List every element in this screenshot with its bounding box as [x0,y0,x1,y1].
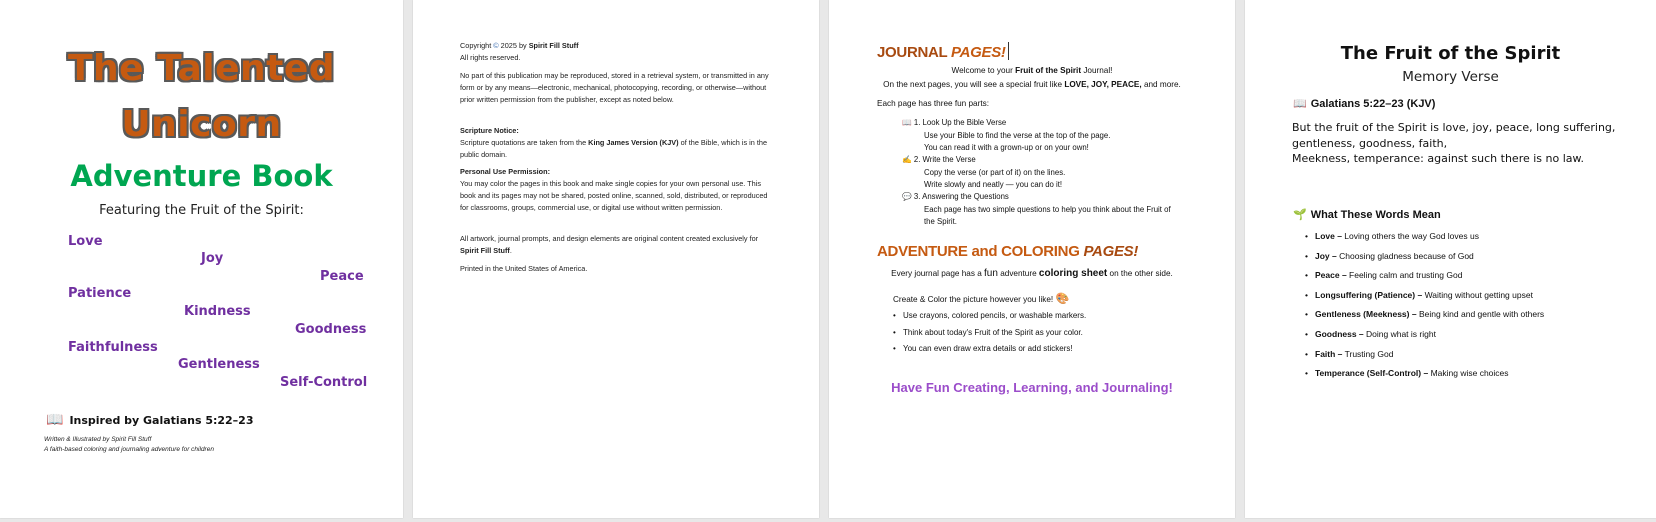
tips-list [893,308,1086,358]
open-book-icon: 📖 [46,412,64,428]
fruit-patience: Patience [68,286,132,301]
cover-credit-tagline: A faith-based coloring and journaling adventure for children [44,446,214,453]
list-item: • Gentleness (Meekness) – Being kind and gentle with others [1305,305,1544,325]
verse-line: Meekness, temperance: against such there is no law. [1292,152,1584,165]
cover-inspired-text: Inspired by Galatians 5:22–23 [69,414,254,427]
journal-heading[interactable]: JOURNAL PAGES! [877,42,1009,61]
scripture-heading: Scripture Notice: [460,126,519,135]
step2-title: ✍ 2. Write the Verse [902,155,976,164]
step3-title: 💬 3. Answering the Questions [902,192,1009,201]
meanings-list [1305,227,1544,384]
personal-heading: Personal Use Permission: [460,167,551,176]
list-item: • Use crayons, colored pencils, or washable markers. [893,308,1086,325]
list-item: • Faith – Trusting God [1305,345,1544,365]
cover-credit-author: Written & Illustrated by Spirit Fill Stuff [44,436,152,443]
list-item: • Joy – Choosing gladness because of God [1305,247,1544,267]
memory-verse [1292,120,1622,167]
speech-bubble-icon: 💬 [902,192,912,201]
fruit-love: Love [68,234,103,249]
page-journal [829,0,1235,518]
copyright-rights: All rights reserved. [460,53,521,62]
fruit-gentleness: Gentleness [178,357,260,372]
step1-line-a: Use your Bible to find the verse at the top of the page. [924,131,1111,140]
personal-text: You may color the pages in this book and make single copies for your own personal use. This book and its pages may not be shared, posted online, scanned, sold, distributed, or reproduced for classrooms, groups, commercial use, or digital use without written permission. [460,179,768,213]
cover-title-line1: The Talented [67,48,336,89]
list-item: • Longsuffering (Patience) – Waiting without getting upset [1305,286,1544,306]
list-item: • Peace – Feeling calm and trusting God [1305,266,1544,286]
fruit-peace: Peace [320,269,364,284]
step3-line-a: Each page has two simple questions to help you think about the Fruit of [924,205,1171,214]
step2-line-b: Write slowly and neatly — you can do it! [924,180,1063,189]
copyright-symbol-icon: © [493,41,499,50]
fruit-joy: Joy [201,251,224,266]
step1-title: 📖 1. Look Up the Bible Verse [902,118,1007,127]
step2-line-a: Copy the verse (or part of it) on the lines. [924,168,1066,177]
list-item: • Temperance (Self-Control) – Making wise choices [1305,364,1544,384]
verse-line: gentleness, goodness, faith, [1292,136,1448,150]
fruit-kindness: Kindness [184,304,251,319]
page-cover [0,0,403,518]
text-cursor [1008,42,1009,60]
have-fun-text: Have Fun Creating, Learning, and Journaling! [891,380,1173,395]
seedling-icon: 🌱 [1293,209,1307,221]
cover-inspired [46,412,254,428]
page-fruit-of-spirit [1245,0,1656,518]
list-item: • Goodness – Doing what is right [1305,325,1544,345]
fruit-subtitle: Memory Verse [1402,69,1499,85]
cover-subtitle: Adventure Book [70,159,333,193]
fruit-title: The Fruit of the Spirit [1340,43,1561,64]
every-page-text: Every journal page has a fun adventure coloring sheet on the other side. [891,268,1173,279]
create-text: Create & Color the picture however you like! 🎨 [893,293,1070,305]
copyright-line: Copyright © 2025 by Spirit Fill Stuff [460,41,579,50]
fruit-self-control: Self-Control [280,375,368,390]
palette-icon: 🎨 [1055,293,1070,305]
step1-line-b: You can read it with a grown-up or on your own! [924,143,1089,152]
printed-text: Printed in the United States of America. [460,264,588,273]
writing-hand-icon: ✍ [902,155,912,164]
list-item: • You can even draw extra details or add stickers! [893,341,1086,358]
page-copyright [413,0,819,518]
journal-welcome: Welcome to your Fruit of the Spirit Journal! [951,66,1113,75]
verse-reference: 📖 Galatians 5:22–23 (KJV) [1293,98,1436,110]
list-item: • Think about today's Fruit of the Spirit as your color. [893,325,1086,342]
artwork-text: All artwork, journal prompts, and design elements are original content created exclusively for Spirit Fill Stuff. [460,234,759,256]
open-book-icon: 📖 [1293,98,1307,110]
step3-line-b: the Spirit. [924,217,957,226]
fruit-faithfulness: Faithfulness [68,340,158,355]
scripture-text: Scripture quotations are taken from the King James Version (KJV) of the Bible, which is in the public domain. [460,138,768,160]
journal-next: On the next pages, you will see a special fruit like LOVE, JOY, PEACE, and more. [883,80,1181,89]
meaning-heading: 🌱 What These Words Mean [1293,209,1441,221]
list-item: • Love – Loving others the way God loves us [1305,227,1544,247]
cover-featuring: Featuring the Fruit of the Spirit: [99,203,304,218]
cover-title-line2: Unicorn [121,104,282,145]
book-icon: 📖 [902,118,912,127]
fruit-goodness: Goodness [295,322,367,337]
journal-parts: Each page has three fun parts: [877,99,989,108]
verse-line: But the fruit of the Spirit is love, joy, peace, long suffering, [1292,121,1616,134]
adventure-heading: ADVENTURE and COLORING PAGES! [877,243,1139,260]
copyright-para: No part of this publication may be reproduced, stored in a retrieval system, or transmitted in any form or by any means—electronic, mechanical, photocopying, recording, or otherwise—without prior written permission from the publisher, except as noted below. [460,71,769,105]
